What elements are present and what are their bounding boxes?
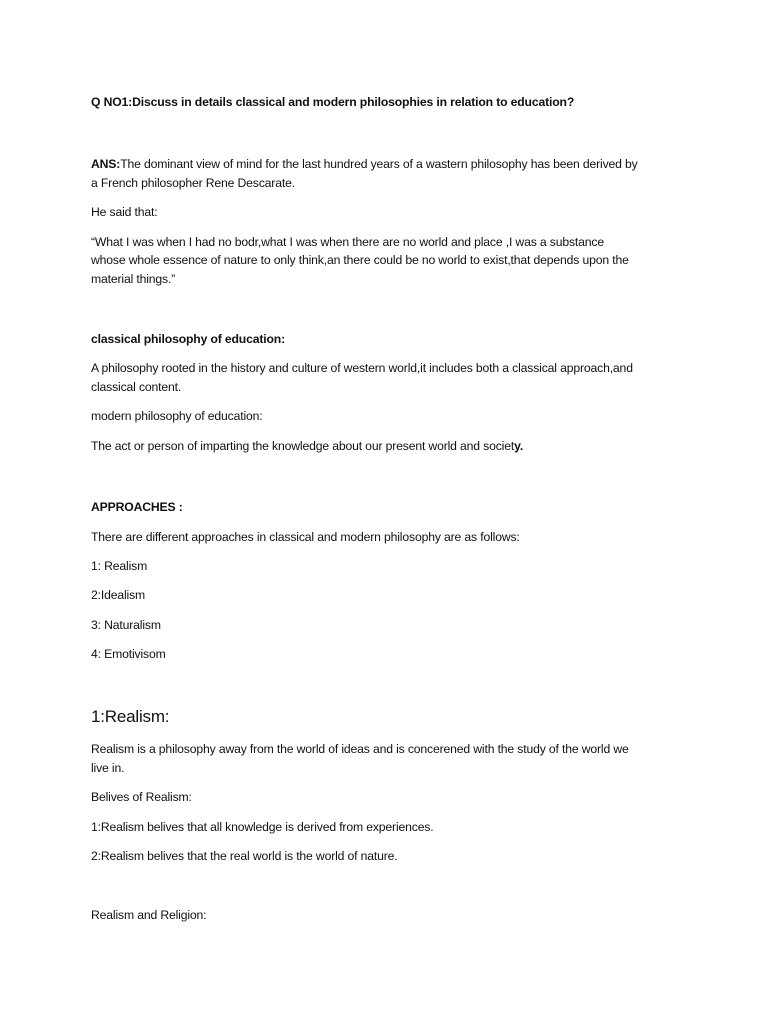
answer-line-1 (91, 155, 691, 173)
modern-text-tail: y. (514, 439, 524, 453)
quote-line-2: whose whole essence of nature to only think,an there could be no world to exist,that depends upon the (91, 253, 629, 267)
classical-text-line-1: A philosophy rooted in the history and culture of western world,it includes both a classical approach,and (91, 361, 633, 375)
approaches-intro: There are different approaches in classical and modern philosophy are as follows: (91, 530, 520, 544)
approach-item: 2:Idealism (91, 588, 146, 602)
classical-text-line-2: classical content. (91, 380, 182, 394)
realism-heading: 1:Realism: (91, 707, 170, 726)
modern-heading: modern philosophy of education: (91, 409, 263, 423)
approach-item: 4: Emotivisom (91, 647, 166, 661)
approach-item: 1: Realism (91, 559, 148, 573)
question-heading: Q NO1:Discuss in details classical and modern philosophies in relation to education? (91, 95, 575, 109)
quote-line-1: “What I was when I had no bodr,what I was when there are no world and place ,I was a substance (91, 235, 604, 249)
classical-heading: classical philosophy of education: (91, 332, 286, 346)
belive-item: 1:Realism belives that all knowledge is derived from experiences. (91, 820, 434, 834)
belives-heading: Belives of Realism: (91, 790, 192, 804)
approach-item: 3: Naturalism (91, 618, 161, 632)
modern-text-main: The act or person of imparting the knowledge about our present world and societ (91, 439, 515, 453)
he-said-text: He said that: (91, 205, 158, 219)
answer-label: ANS: (91, 157, 121, 171)
answer-line-2: a French philosopher Rene Descarate. (91, 176, 295, 190)
religion-heading: Realism and Religion: (91, 908, 207, 922)
answer-text-1: The dominant view of mind for the last hundred years of a wastern philosophy has been derived by (120, 157, 638, 171)
realism-text-line-1: Realism is a philosophy away from the world of ideas and is concerened with the study of the world we (91, 742, 629, 756)
modern-text (91, 437, 691, 455)
quote-line-3: material things.” (91, 272, 176, 286)
realism-text-line-2: live in. (91, 761, 125, 775)
belive-item: 2:Realism belives that the real world is the world of nature. (91, 849, 398, 863)
approaches-heading: APPROACHES : (91, 500, 183, 514)
